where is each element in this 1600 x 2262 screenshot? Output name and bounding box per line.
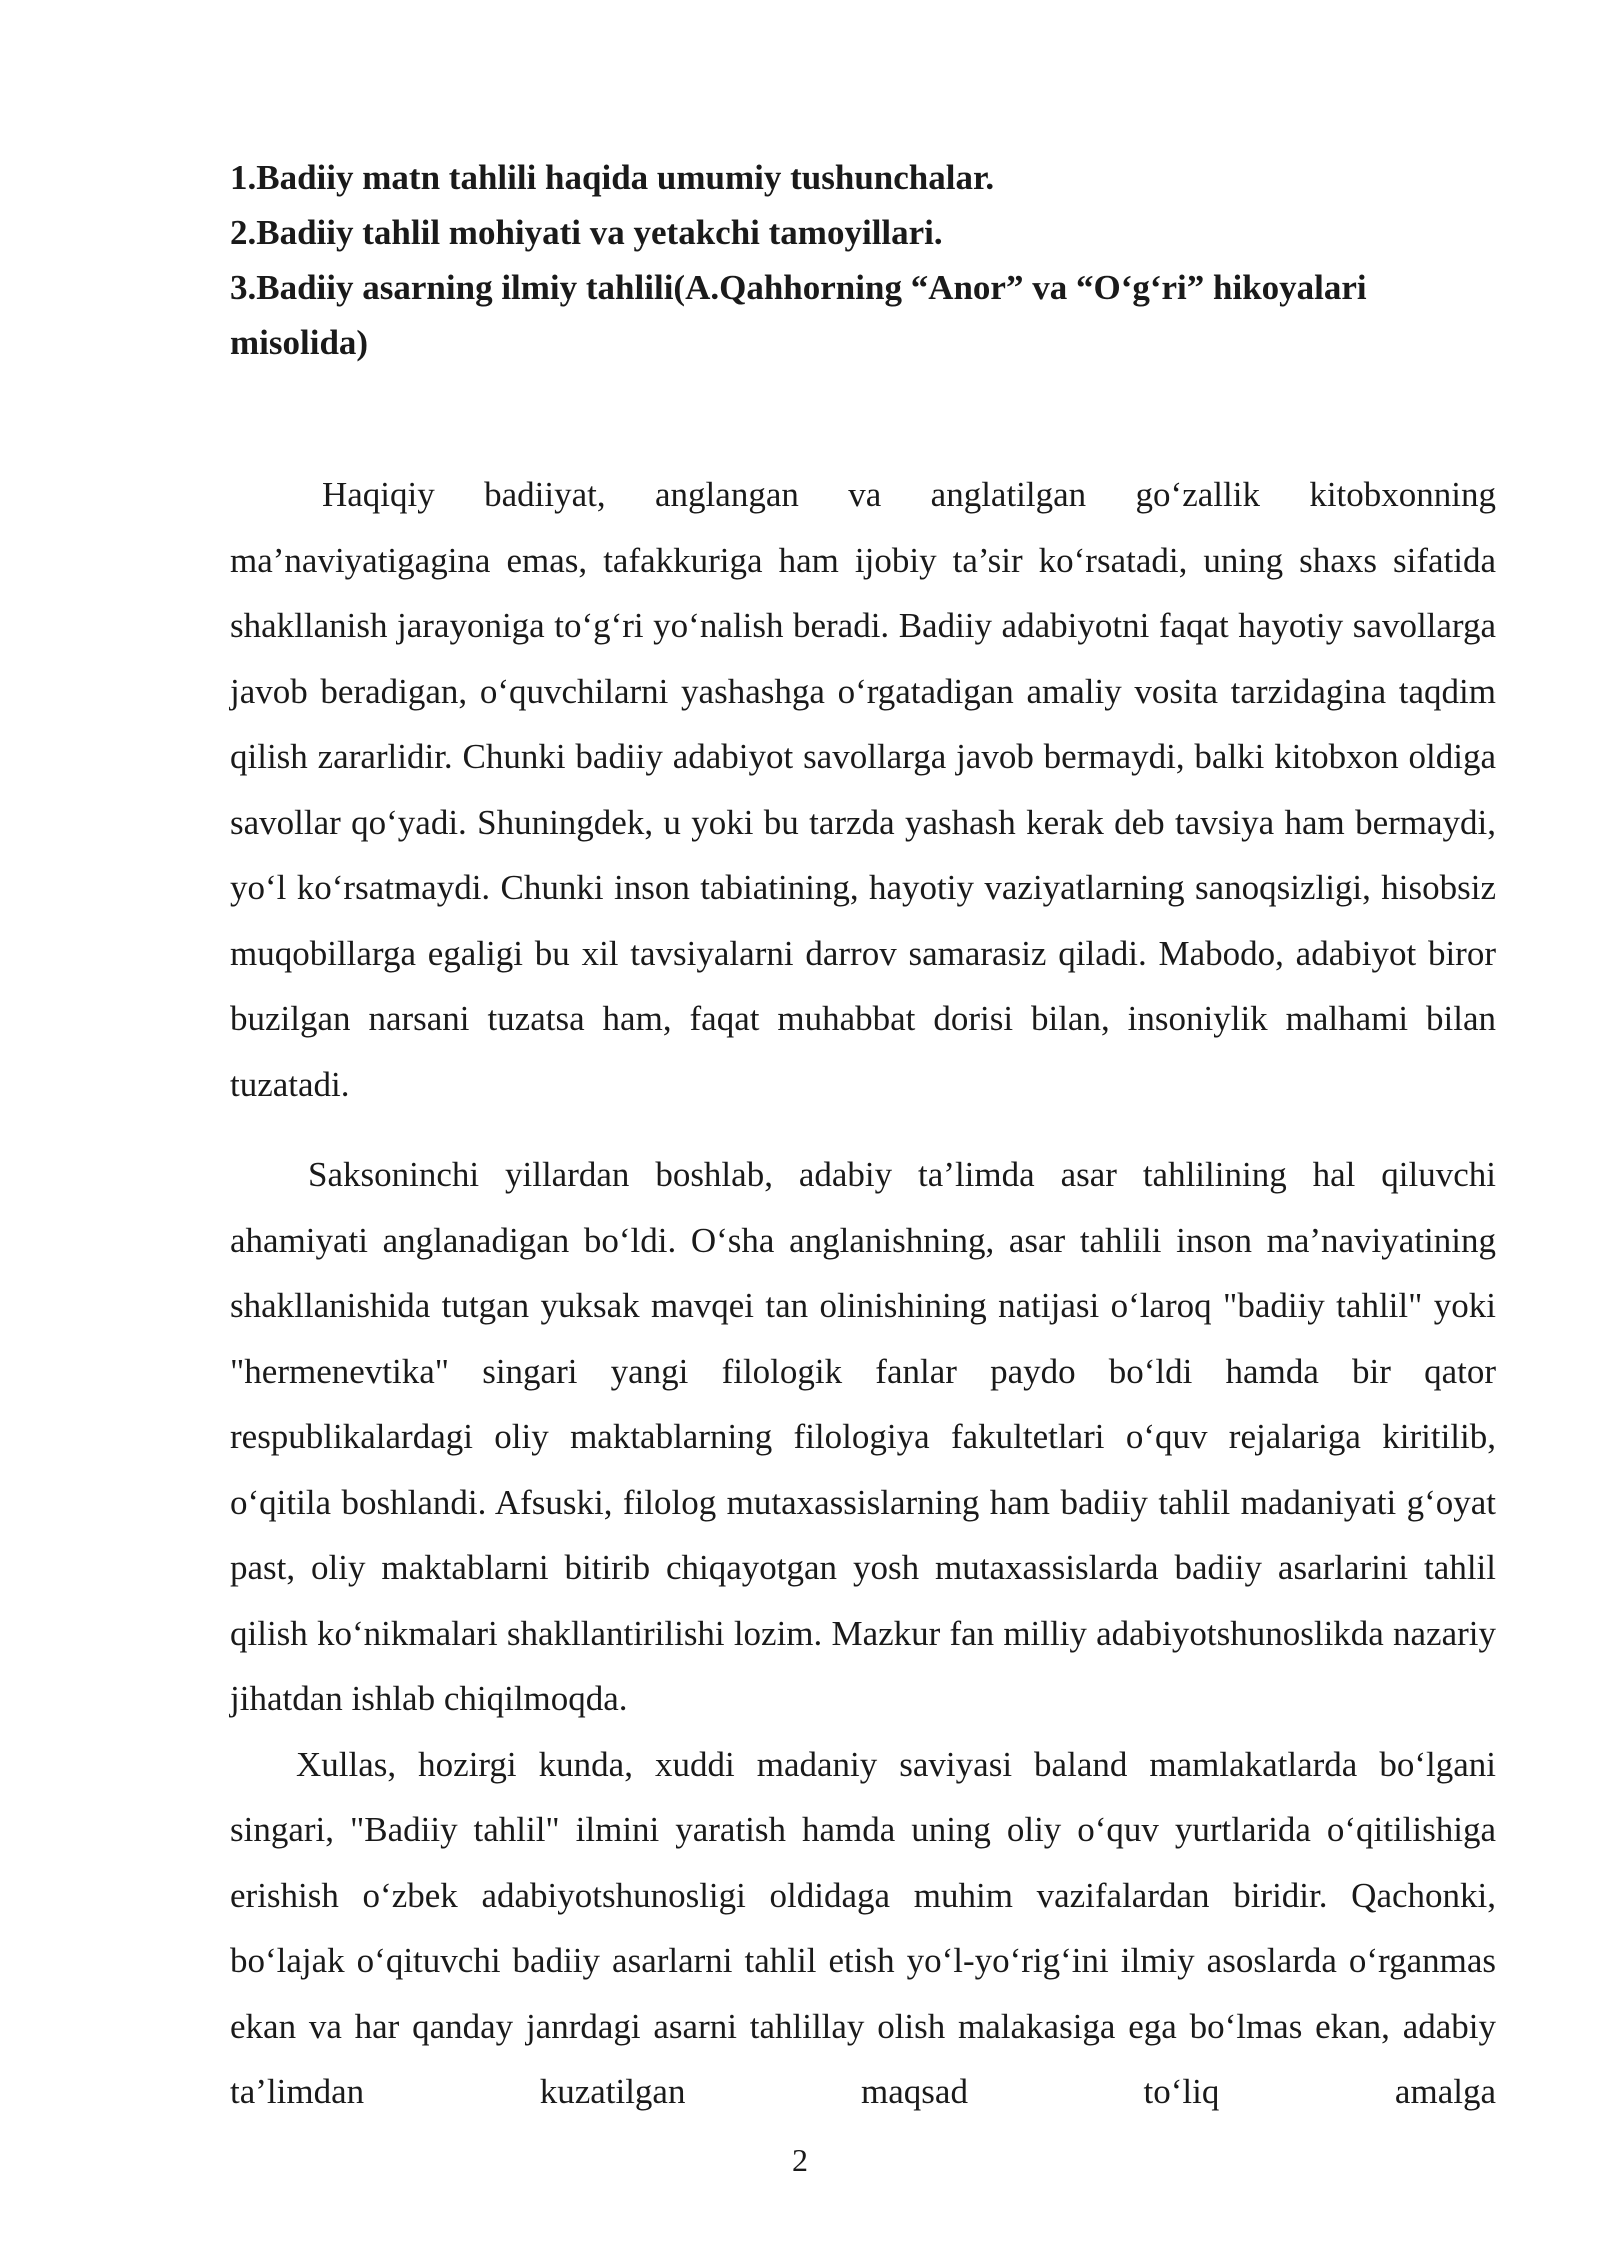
outline-item-1: 1.Badiiy matn tahlili haqida umumiy tushunchalar.: [230, 158, 995, 197]
outline-item-2: 2.Badiiy tahlil mohiyati va yetakchi tamoyillari.: [230, 213, 943, 252]
document-page: [230, 150, 1496, 2125]
paragraph-2: Saksoninchi yillardan boshlab, adabiy ta’limda asar tahlilining hal qiluvchi ahamiyati anglanadigan bo‘ldi. O‘sha anglanishning, asar tahlili inson ma’naviyatining shakllanishida tutgan yuksak mavqei tan olinishining natijasi o‘laroq "badiiy tahlil" yoki "hermenevtika" singari yangi filologik fanlar paydo bo‘ldi hamda bir qator respublikalardagi oliy maktablarning filologiya fakultetlari o‘quv rejalariga kiritilib, o‘qitila boshlandi. Afsuski, filolog mutaxassislarning ham badiiy tahlil madaniyati g‘oyat past, oliy maktablarni bitirib chiqayotgan yosh mutaxassislarda badiiy asarlarini tahlil qilish ko‘nikmalari shakllantirilishi lozim. Mazkur fan milliy adabiyotshunoslikda nazariy jihatdan ishlab chiqilmoqda.: [230, 1155, 1496, 1718]
paragraph-1: Haqiqiy badiiyat, anglangan va anglatilgan go‘zallik kitobxonning ma’naviyatigagina emas, tafakkuriga ham ijobiy ta’sir ko‘rsatadi, uning shaxs sifatida shakllanish jarayoniga to‘g‘ri yo‘nalish beradi. Badiiy adabiyotni faqat hayotiy savollarga javob beradigan, o‘quvchilarni yashashga o‘rgatadigan amaliy vosita tarzidagina taqdim qilish zararlidir. Chunki badiiy adabiyot savollarga javob bermaydi, balki kitobxon oldiga savollar qo‘yadi. Shuningdek, u yoki bu tarzda yashash kerak deb tavsiya ham bermaydi, yo‘l ko‘rsatmaydi. Chunki inson tabiatining, hayotiy vaziyatlarning sanoqsizligi, hisobsiz muqobillarga egaligi bu xil tavsiyalarni darrov samarasiz qiladi. Mabodo, adabiyot biror buzilgan narsani tuzatsa ham, faqat muhabbat dorisi bilan, insoniylik malhami bilan tuzatadi.: [230, 475, 1496, 1104]
topic-outline: [230, 150, 1496, 370]
page-number: 2: [792, 2142, 808, 2178]
paragraph-3: Xullas, hozirgi kunda, xuddi madaniy saviyasi baland mamlakatlarda bo‘lgani singari, "Badiiy tahlil" ilmini yaratish hamda uning oliy o‘quv yurtlarida o‘qitilishiga erishish o‘zbek adabiyotshunosligi oldidaga muhim vazifalardan biridir. Qachonki, bo‘lajak o‘qituvchi badiiy asarlarni tahlil etish yo‘l-yo‘rig‘ini ilmiy asoslarda o‘rganmas ekan va har qanday janrdagi asarni tahlillay olish malakasiga ega bo‘lmas ekan, adabiy ta’limdan kuzatilgan maqsad to‘liq amalga: [230, 1744, 1496, 2111]
outline-item-3: 3.Badiiy asarning ilmiy tahlili(A.Qahhorning “Anor” va “O‘g‘ri” hikoyalari misolida): [230, 268, 1367, 362]
